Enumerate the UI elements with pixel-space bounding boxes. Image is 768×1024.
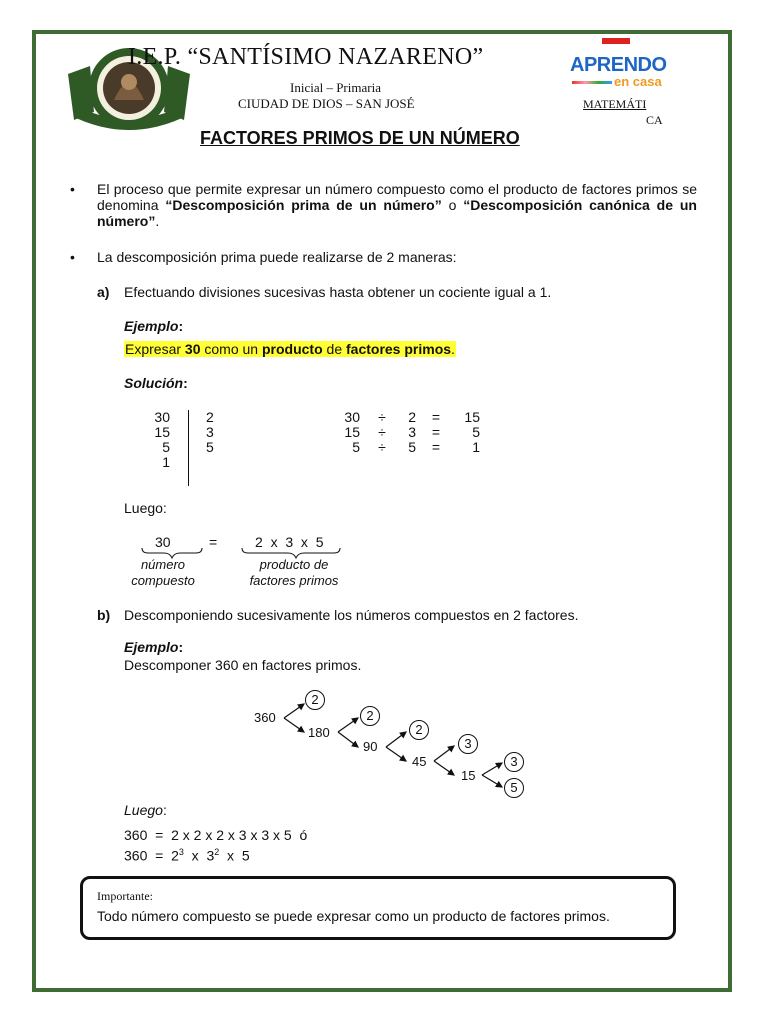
ladder-left: 30 15 5 1: [154, 409, 170, 470]
division-table: [330, 410, 490, 455]
method-b-label: b): [97, 607, 111, 623]
bullet-icon: •: [70, 181, 75, 197]
method-a-label: a): [97, 284, 110, 300]
division-row: 5 ÷ 5 = 1: [352, 439, 480, 455]
prime-circle: 2: [305, 690, 325, 710]
bullet-icon: •: [70, 249, 75, 265]
method-b-text: Descomponiendo sucesivamente los números compuestos en 2 factores.: [124, 607, 579, 623]
division-row: 15 ÷ 3 = 5: [344, 424, 480, 440]
example-statement: Expresar 30 como un producto de factores primos.: [125, 341, 455, 357]
example-text: Descomponer 360 en factores primos.: [124, 657, 362, 673]
result-expanded: 360 = 2 x 2 x 2 x 3 x 3 x 5 ó: [124, 827, 308, 843]
then-label: Luego:: [124, 802, 167, 818]
tree-number: 45: [412, 754, 427, 769]
division-row: 30 ÷ 2 = 15: [344, 409, 480, 425]
important-text: Todo número compuesto se puede expresar como un producto de factores primos.: [97, 908, 610, 924]
factor-tree-lines: [250, 686, 540, 806]
school-location: CIUDAD DE DIOS – SAN JOSÉ: [238, 96, 415, 111]
subject-label-cut: CA: [646, 113, 663, 127]
tree-number: 180: [308, 725, 330, 740]
tree-number: 15: [461, 768, 476, 783]
page-title: FACTORES PRIMOS DE UN NÚMERO: [200, 128, 520, 148]
important-label: Importante:: [97, 889, 153, 903]
composite-number: 30: [155, 534, 171, 550]
flag-icon: [602, 38, 630, 44]
dots-decoration: [572, 81, 612, 84]
then-label: Luego:: [124, 500, 167, 516]
school-name: I.E.P. “SANTÍSIMO NAZARENO”: [128, 44, 484, 70]
prime-product: 2 x 3 x 5: [255, 534, 324, 550]
composite-caption: número compuesto: [131, 557, 195, 588]
aprendo-en-casa-logo: APRENDO en casa: [566, 36, 676, 94]
prime-circle: 3: [458, 734, 478, 754]
methods-intro: La descomposición prima puede realizarse de 2 maneras:: [97, 249, 457, 265]
prime-circle: 2: [360, 706, 380, 726]
prime-circle: 2: [409, 720, 429, 740]
school-levels: Inicial – Primaria: [290, 80, 381, 95]
prime-product-caption: producto de factores primos: [249, 557, 339, 588]
prime-circle: 3: [504, 752, 524, 772]
example-label: Ejemplo:: [124, 318, 184, 334]
result-powers: $360 = 2^3$ x $3^2$ x 5: [124, 847, 250, 864]
equals-sign: =: [209, 534, 218, 550]
ladder-right: 2 3 5: [206, 409, 214, 455]
definition-paragraph: El proceso que permite expresar un número compuesto como el producto de factores primos se denomina “Descomposición prima de un número” o “Descomposición canónica de un número”.: [97, 181, 697, 229]
method-a-text: Efectuando divisiones sucesivas hasta obtener un cociente igual a 1.: [124, 284, 552, 300]
example-label: Ejemplo:: [124, 639, 184, 655]
subject-label: MATEMÁTI: [583, 97, 647, 111]
tree-number: 360: [254, 710, 276, 725]
prime-circle: 5: [504, 778, 524, 798]
solution-label: Solución:: [124, 375, 188, 391]
ladder-divider: [188, 410, 189, 486]
tree-number: 90: [363, 739, 378, 754]
